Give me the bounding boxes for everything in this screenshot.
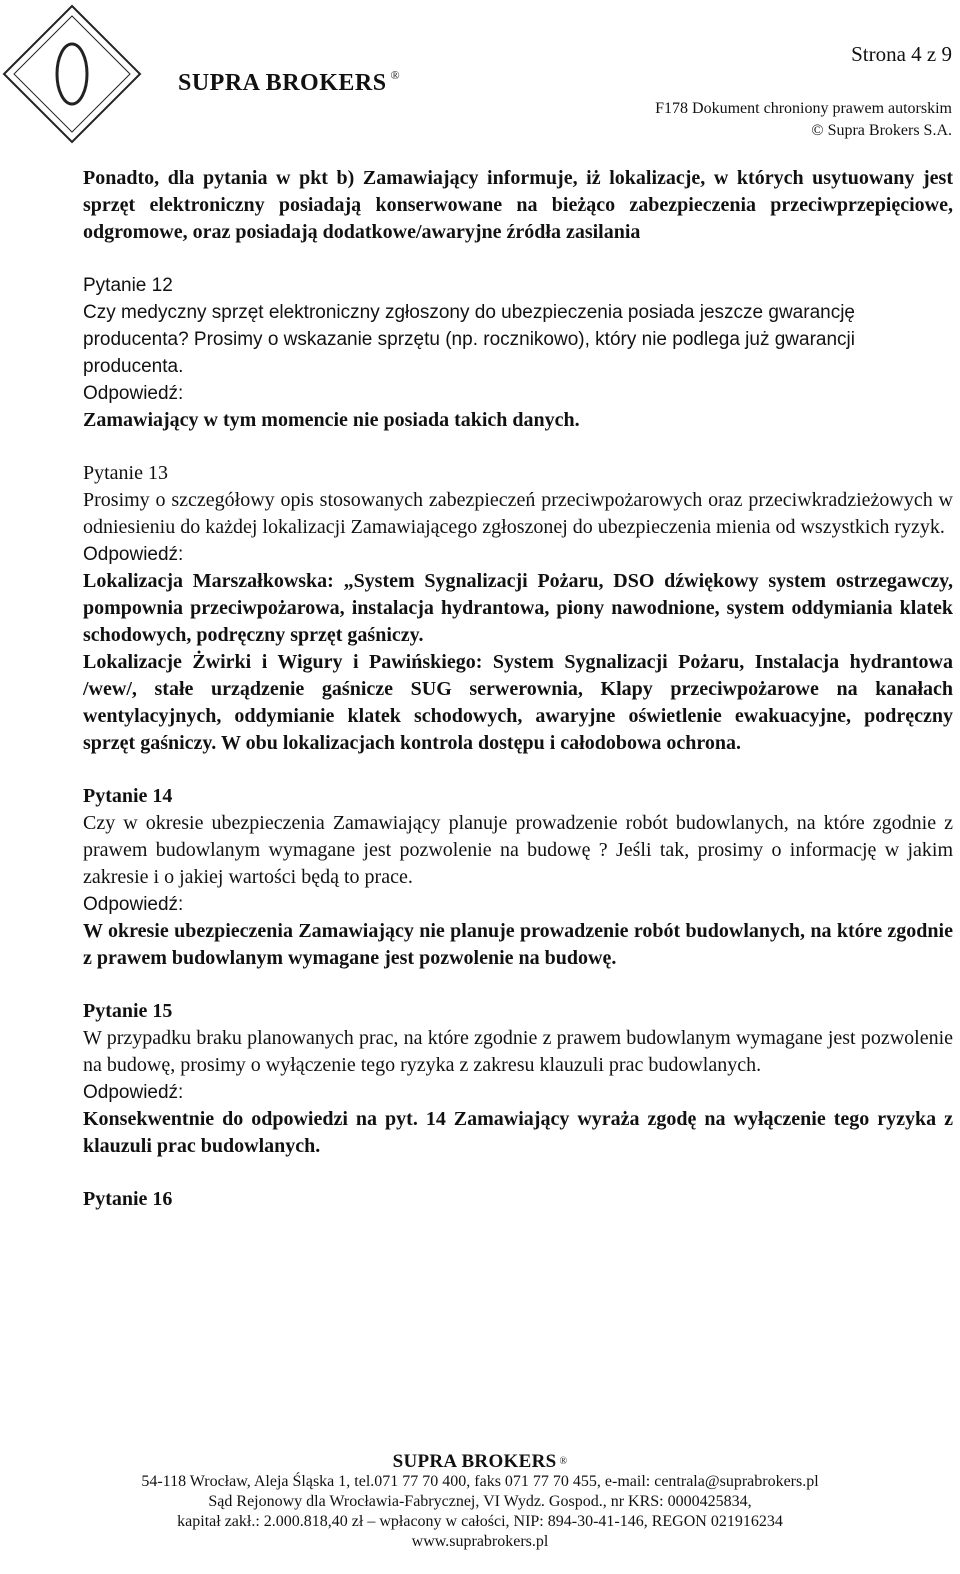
footer-capital: kapitał zakł.: 2.000.818,40 zł – wpłacony w całości, NIP: 894-30-41-146, REGON 021916234: [177, 1513, 783, 1530]
question-text: Prosimy o szczegółowy opis stosowanych zabezpieczeń przeciwpożarowych oraz przeciwkradzieżowych w odniesieniu do każdej lokalizacji Zamawiającego zgłoszonej do ubezpieczenia mienia od wszystkich ryzyk.: [83, 489, 953, 538]
question-text: Czy w okresie ubezpieczenia Zamawiający planuje prowadzenie robót budowlanych, na które zgodnie z prawem budowlanym wymagane jest pozwolenie na budowę ? Jeśli tak, prosimy o informację w jakim zakresie i o jakiej wartości będą to prace.: [83, 812, 953, 888]
answer-text: Lokalizacje Żwirki i Wigury i Pawińskiego: System Sygnalizacji Pożaru, Instalacja hydrantowa /wew/, stałe urządzenie gaśnicze SUG serwerownia, Klapy przeciwpożarowe na kanałach wentylacyjnych, oddymianie klatek schodowych, awaryjne oświetlenie ewakuacyjne, podręczny sprzęt gaśniczy. W obu lokalizacjach kontrola dostępu i całodobowa ochrona.: [83, 651, 953, 754]
footer-website: www.suprabrokers.pl: [411, 1533, 549, 1550]
registered-mark: ®: [559, 1456, 568, 1467]
document-id: F178 Dokument chroniony prawem autorskim: [655, 100, 952, 117]
copyright-line: © Supra Brokers S.A.: [811, 122, 952, 139]
question-title: Pytanie 14: [83, 785, 173, 807]
footer-brand: SUPRA BROKERS ®: [392, 1451, 568, 1472]
footer-registry: Sąd Rejonowy dla Wrocławia-Fabrycznej, VI Wydz. Gospod., nr KRS: 0000425834,: [208, 1493, 752, 1510]
question-text: Czy medyczny sprzęt elektroniczny zgłoszony do ubezpieczenia posiada jeszcze gwarancję producenta? Prosimy o wskazanie sprzętu (np. rocznikowo), który nie podlega już gwarancji producenta.: [83, 302, 855, 377]
answer-text: Lokalizacja Marszałkowska: „System Sygnalizacji Pożaru, DSO dźwiękowy system ostrzegawczy, pompownia przeciwpożarowa, instalacja hydrantowa, piony nawodnione, system oddymiania klatek schodowych, podręczny sprzęt gaśniczy.: [83, 570, 953, 646]
registered-mark: ®: [390, 68, 401, 82]
answer-text: Zamawiający w tym momencie nie posiada takich danych.: [83, 409, 580, 431]
header-brand: SUPRA BROKERS ®: [178, 68, 401, 96]
document-notice: [655, 98, 952, 142]
answer-label: Odpowiedź:: [83, 1082, 184, 1103]
footer-address: 54-118 Wrocław, Aleja Śląska 1, tel.071 77 70 400, faks 071 77 70 455, e-mail: centrala@suprabrokers.pl: [141, 1473, 819, 1490]
page-content: [83, 165, 953, 1213]
intro-paragraph: Ponadto, dla pytania w pkt b) Zamawiający informuje, iż lokalizacje, w których usytuowany jest sprzęt elektroniczny posiadają konserwowane na bieżąco zabezpieczenia przeciwprzepięciowe, odgromowe, oraz posiadają dodatkowe/awaryjne źródła zasilania: [83, 167, 953, 243]
question-title: Pytanie 16: [83, 1188, 173, 1210]
answer-label: Odpowiedź:: [83, 894, 184, 915]
page-footer: [0, 1452, 960, 1552]
answer-text: Konsekwentnie do odpowiedzi na pyt. 14 Zamawiający wyraża zgodę na wyłączenie tego ryzyka z klauzuli prac budowlanych.: [83, 1108, 953, 1157]
question-title: Pytanie 13: [83, 462, 168, 484]
answer-text: W okresie ubezpieczenia Zamawiający nie planuje prowadzenie robót budowlanych, na które zgodnie z prawem budowlanym wymagane jest pozwolenie na budowę.: [83, 920, 953, 969]
page-number: Strona 4 z 9: [851, 42, 952, 66]
answer-label: Odpowiedź:: [83, 544, 184, 565]
question-text: W przypadku braku planowanych prac, na które zgodnie z prawem budowlanym wymagane jest pozwolenie na budowę, prosimy o wyłączenie tego ryzyka z zakresu klauzuli prac budowlanych.: [83, 1027, 953, 1076]
question-title: Pytanie 12: [83, 275, 173, 296]
question-title: Pytanie 15: [83, 1000, 173, 1022]
supra-brokers-logo: [0, 0, 145, 150]
answer-label: Odpowiedź:: [83, 383, 184, 404]
